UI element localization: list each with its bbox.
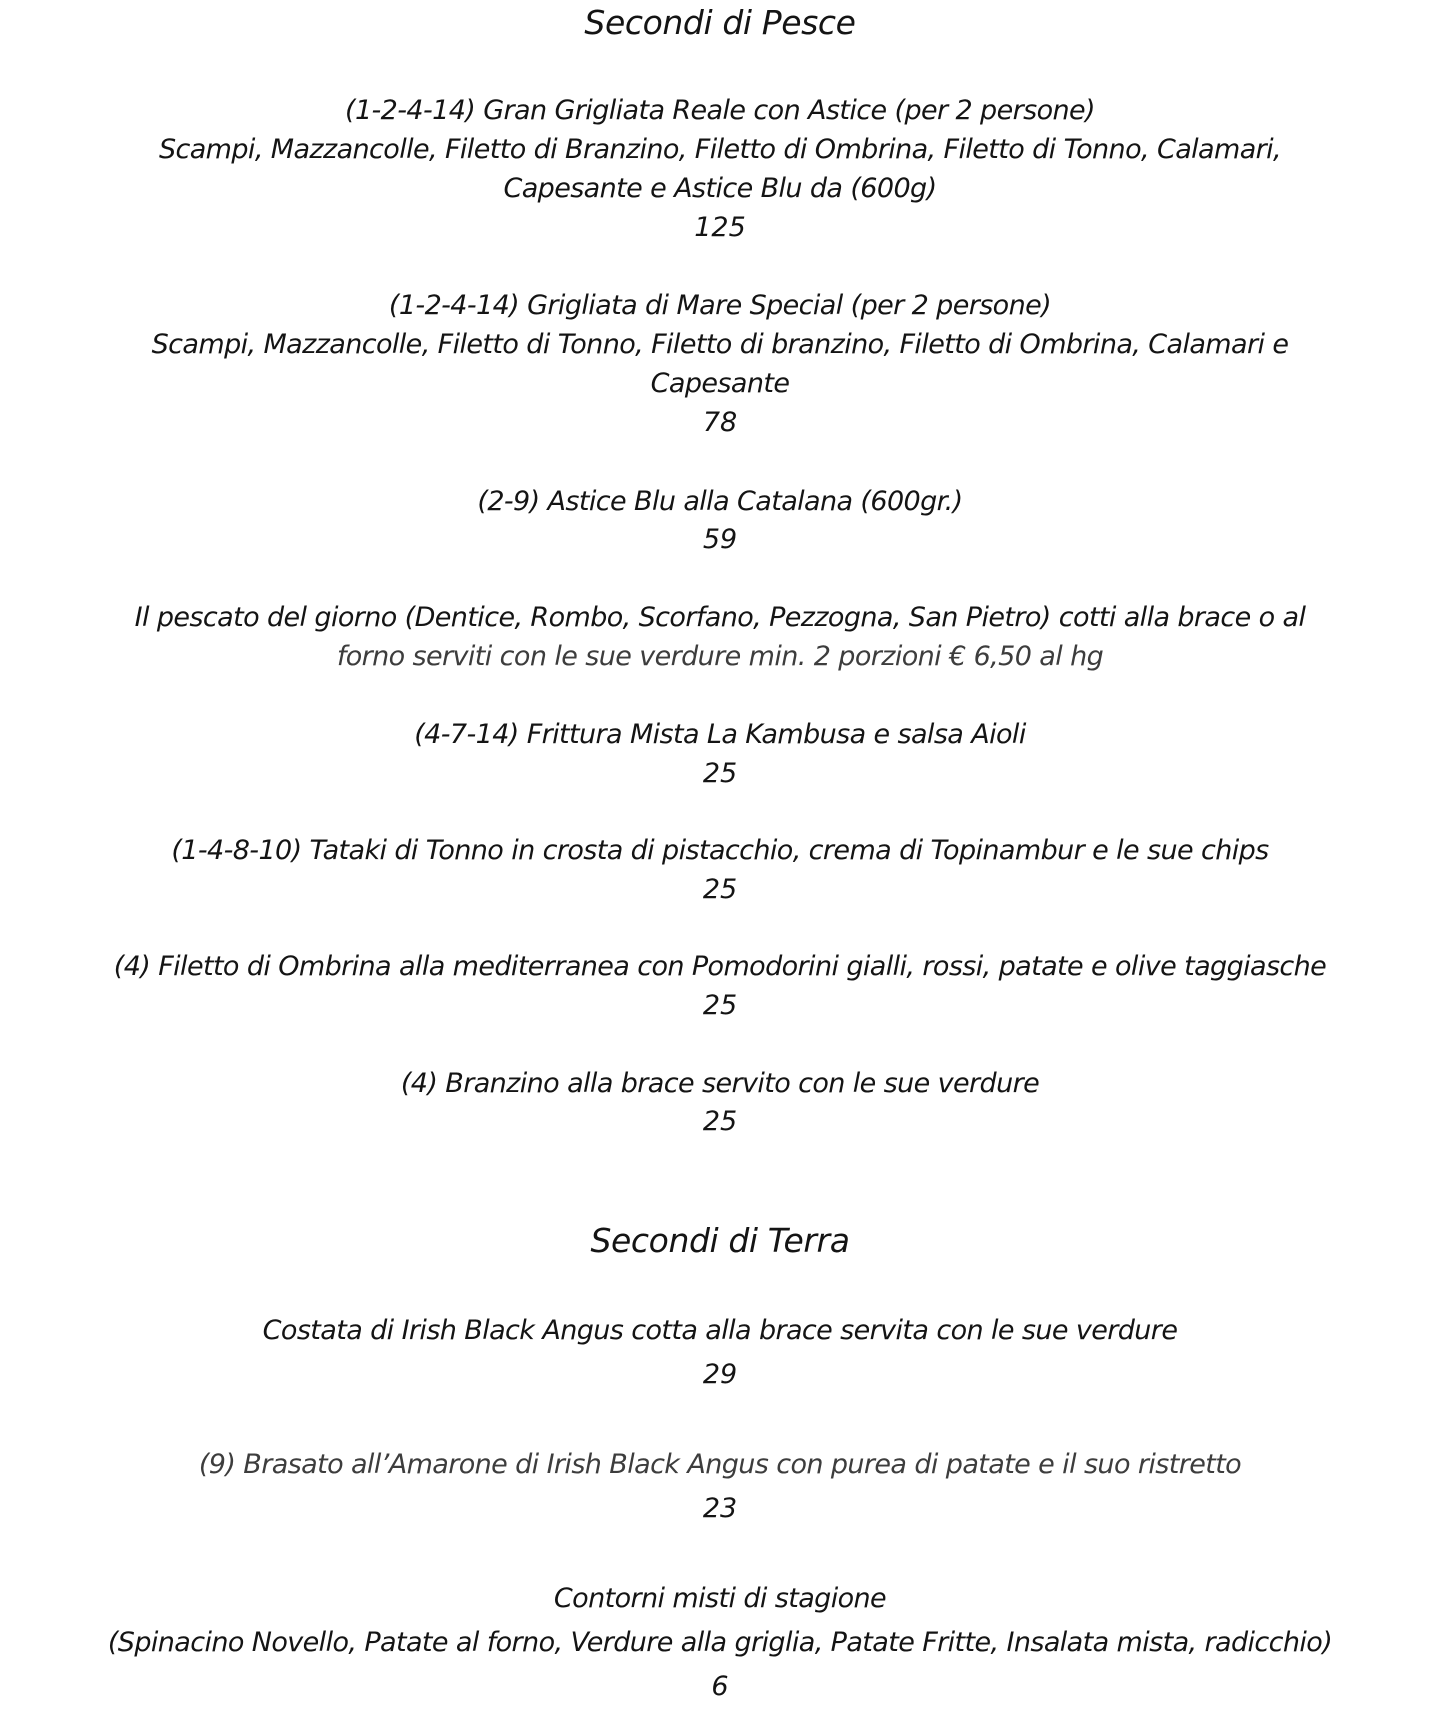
menu-item-name: Il pescato del giorno (Dentice, Rombo, Scorfano, Pezzogna, San Pietro) cotti alla brace o al <box>134 602 1306 633</box>
menu-item-name: (1-2-4-14) Grigliata di Mare Special (per 2 persone) <box>388 290 1052 321</box>
section-title-terra: Secondi di Terra <box>590 1221 850 1260</box>
menu-item-price: 23 <box>702 1493 738 1524</box>
menu-item-name: (9) Brasato all’Amarone di Irish Black Angus con purea di patate e il suo ristretto <box>198 1449 1242 1480</box>
menu-item-price: 125 <box>694 212 746 243</box>
menu-item-name: forno serviti con le sue verdure min. 2 porzioni € 6,50 al hg <box>336 641 1104 672</box>
menu-item-price: 78 <box>702 407 738 438</box>
menu-item-price: 25 <box>702 758 738 789</box>
menu-item-name: (1-2-4-14) Gran Grigliata Reale con Astice (per 2 persone) <box>345 95 1095 126</box>
menu-item-price: 25 <box>702 990 738 1021</box>
menu-item-name: (4-7-14) Frittura Mista La Kambusa e salsa Aioli <box>414 719 1026 750</box>
menu-item-description: (Spinacino Novello, Patate al forno, Verdure alla griglia, Patate Fritte, Insalata mista, radicchio) <box>107 1627 1333 1658</box>
menu-item-description: Capesante <box>650 368 790 399</box>
menu-item-description: Scampi, Mazzancolle, Filetto di Branzino, Filetto di Ombrina, Filetto di Tonno, Calamari, <box>158 134 1282 165</box>
menu-item-name: (4) Filetto di Ombrina alla mediterranea con Pomodorini gialli, rossi, patate e olive taggiasche <box>113 951 1327 982</box>
menu-item-price: 29 <box>702 1359 738 1390</box>
menu-item-price: 6 <box>711 1671 729 1702</box>
menu-item-name: Contorni misti di stagione <box>553 1583 887 1614</box>
menu-item-name: (4) Branzino alla brace servito con le sue verdure <box>400 1068 1040 1099</box>
menu-item-price: 25 <box>702 874 738 905</box>
menu-item-description: Capesante e Astice Blu da (600g) <box>503 173 937 204</box>
section-title-pesce: Secondi di Pesce <box>584 3 856 42</box>
menu-item-price: 59 <box>702 524 738 555</box>
menu-item-price: 25 <box>702 1106 738 1137</box>
menu-item-name: (1-4-8-10) Tataki di Tonno in crosta di pistacchio, crema di Topinambur e le sue chips <box>171 835 1269 866</box>
menu-item-name: (2-9) Astice Blu alla Catalana (600gr.) <box>477 486 963 517</box>
menu-item-description: Scampi, Mazzancolle, Filetto di Tonno, Filetto di branzino, Filetto di Ombrina, Calamari e <box>151 329 1289 360</box>
menu-item-name: Costata di Irish Black Angus cotta alla brace servita con le sue verdure <box>262 1315 1178 1346</box>
